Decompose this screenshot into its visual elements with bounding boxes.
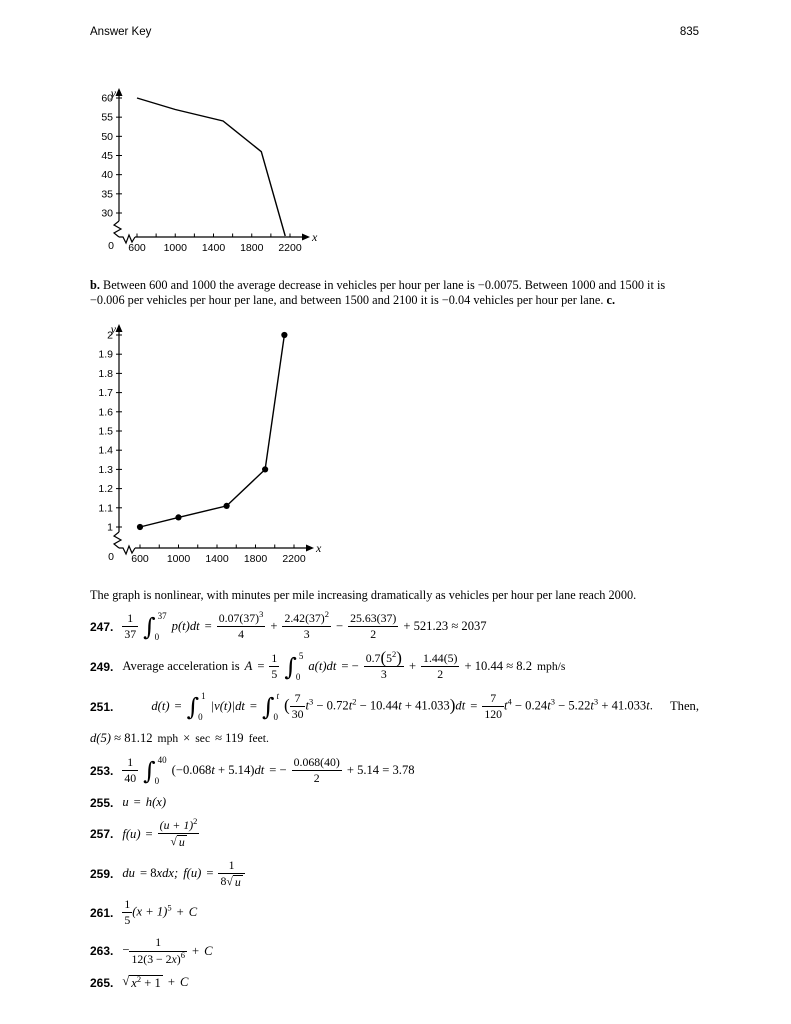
item-label-b: b. <box>90 278 100 292</box>
denominator <box>218 874 244 889</box>
math-token: + 41.033 <box>598 698 647 713</box>
math-token: = <box>206 866 214 881</box>
answer-number: 265. <box>90 975 114 990</box>
upper-limit: t <box>276 691 280 702</box>
math-token: 5 <box>386 651 393 666</box>
svg-text:y: y <box>110 86 116 100</box>
math-token: − <box>122 943 130 958</box>
numerator <box>364 648 404 668</box>
fraction <box>122 756 138 785</box>
exponent: 5 <box>167 902 172 913</box>
svg-text:1.8: 1.8 <box>98 367 113 380</box>
exponent: 3 <box>259 609 264 620</box>
square-root <box>122 975 162 991</box>
answer-number: 259. <box>90 866 114 881</box>
integral-icon: ∫ <box>284 652 297 681</box>
fraction <box>290 692 306 721</box>
chart-vehicles-per-hour-top <box>92 82 699 267</box>
math-token: = <box>249 699 257 714</box>
math-token: Average acceleration is <box>122 659 240 674</box>
math-token: = <box>204 619 212 634</box>
paragraph-b <box>90 278 699 308</box>
svg-text:2200: 2200 <box>282 552 306 565</box>
math-token: (u + 1) <box>159 818 194 833</box>
numerator: 1 <box>122 612 138 627</box>
numerator <box>158 816 200 834</box>
math-token: + 521.23 ≈ 2037 <box>403 619 487 634</box>
fraction <box>158 816 200 850</box>
math-token: |v(t)|dt <box>210 699 245 714</box>
math-token: u <box>122 795 129 810</box>
svg-text:600: 600 <box>131 552 149 565</box>
integral-limits <box>156 755 167 786</box>
answer-number: 257. <box>90 827 114 842</box>
numerator: 1.44(5) <box>421 652 459 667</box>
answer-number: 263. <box>90 944 114 959</box>
integral-icon: ∫ <box>143 612 156 641</box>
unit-label: mph <box>157 732 179 746</box>
math-token: − <box>336 619 344 634</box>
answer-255 <box>90 795 699 810</box>
exponent: 3 <box>593 696 599 707</box>
math-token: x <box>171 951 177 966</box>
left-paren: ( <box>284 695 290 715</box>
exponent: 2 <box>136 973 142 984</box>
math-token: 8 <box>220 873 227 888</box>
page-number: 835 <box>679 26 699 38</box>
lower-limit: 0 <box>154 632 160 643</box>
right-paren: ) <box>449 695 456 715</box>
math-token: = <box>470 699 478 714</box>
math-token: Then, <box>669 699 699 714</box>
svg-text:1.6: 1.6 <box>98 405 113 418</box>
fraction <box>218 859 244 889</box>
answer-251 <box>90 691 699 722</box>
math-token: + <box>167 975 175 990</box>
fraction <box>421 652 459 681</box>
denominator: 30 <box>291 707 304 722</box>
answer-number: 249. <box>90 659 114 674</box>
denominator: 3 <box>380 667 387 682</box>
fraction <box>364 648 404 682</box>
denominator: 5 <box>124 913 131 928</box>
integral-icon: ∫ <box>143 756 156 785</box>
fraction <box>217 609 266 642</box>
math-token: + <box>408 659 417 674</box>
radicand: u <box>178 835 185 850</box>
numerator: 1 <box>269 652 279 667</box>
integral <box>284 651 303 682</box>
chart-minutes-per-mile <box>92 316 699 575</box>
running-head: Answer Key <box>90 26 152 38</box>
numerator: 7 <box>290 692 306 707</box>
denominator: 2 <box>370 627 377 642</box>
integral <box>143 611 167 642</box>
math-token: t <box>305 698 309 713</box>
lower-limit: 0 <box>154 776 160 787</box>
svg-text:2: 2 <box>107 329 113 341</box>
numerator: 1 <box>122 756 138 771</box>
denominator: 5 <box>271 667 278 682</box>
denominator: 120 <box>484 707 503 722</box>
math-token: t <box>211 763 215 778</box>
numerator <box>217 609 266 627</box>
page-header <box>90 26 699 38</box>
math-group <box>122 936 187 965</box>
denominator: 2 <box>313 771 320 786</box>
math-token: ≈ 81.12 <box>114 731 153 746</box>
svg-text:1: 1 <box>107 521 113 533</box>
svg-text:1800: 1800 <box>240 242 264 254</box>
answer-251-continued <box>90 731 699 746</box>
math-token: = − <box>341 659 359 674</box>
math-token: t <box>547 698 551 713</box>
svg-text:1400: 1400 <box>201 242 226 254</box>
fraction <box>348 612 398 641</box>
radicand: u <box>234 874 241 889</box>
numerator: 1 <box>129 936 187 951</box>
denominator <box>158 834 200 849</box>
exponent: 2 <box>352 696 357 707</box>
math-token: (−0.068 <box>171 763 212 778</box>
answer-263 <box>90 936 699 965</box>
svg-text:1400: 1400 <box>205 552 229 565</box>
integral-limits <box>156 611 167 642</box>
math-token: du <box>122 866 135 881</box>
denominator: 2 <box>437 667 444 682</box>
math-token: (x + 1) <box>132 904 168 919</box>
math-group <box>172 763 265 778</box>
unit-label: mph/s <box>537 660 566 674</box>
upper-limit: 40 <box>157 755 167 766</box>
math-token: + 5.14 = 3.78 <box>346 763 415 778</box>
math-token: h(x) <box>145 795 167 810</box>
svg-text:1.1: 1.1 <box>98 501 113 514</box>
numerator: 7 <box>482 692 504 707</box>
svg-text:1.7: 1.7 <box>98 386 113 399</box>
math-token: d(5) <box>90 731 111 746</box>
right-paren: ) <box>396 648 402 668</box>
integral-icon: ∫ <box>186 692 200 721</box>
math-token: t <box>504 698 508 713</box>
exponent: 2 <box>193 816 198 827</box>
denominator: 3 <box>303 627 310 642</box>
unit-label: sec <box>195 732 211 746</box>
integral-limits <box>275 691 280 722</box>
square-root <box>226 875 242 889</box>
answer-number: 247. <box>90 619 114 634</box>
item-label-c: c. <box>606 292 616 307</box>
math-token: A <box>244 659 253 674</box>
math-token: = − <box>269 763 287 778</box>
math-token: 0.7 <box>365 651 381 666</box>
integral <box>262 691 279 722</box>
answer-265 <box>90 975 699 991</box>
exponent: 2 <box>392 649 397 660</box>
integral <box>187 691 206 722</box>
math-token: + 41.033 <box>401 698 450 713</box>
integral-icon: ∫ <box>261 692 275 721</box>
fraction <box>282 609 331 642</box>
math-token: + 1 <box>141 975 161 990</box>
math-token: t <box>348 698 353 713</box>
math-token: . <box>649 698 653 713</box>
denominator: 40 <box>124 771 137 786</box>
fraction <box>269 652 279 681</box>
math-token: t <box>646 698 650 713</box>
exponent: 3 <box>550 696 555 707</box>
denominator <box>129 949 187 966</box>
fraction <box>122 898 132 927</box>
lower-limit: 0 <box>295 672 301 683</box>
math-token: C <box>188 905 198 920</box>
integral <box>143 755 167 786</box>
radical-icon: √ <box>170 834 177 849</box>
answer-number: 255. <box>90 795 114 810</box>
math-token: × <box>183 731 191 746</box>
denominator: 4 <box>238 627 244 642</box>
math-token: = <box>174 699 182 714</box>
math-token: d(t) <box>151 699 170 714</box>
math-token: 2.42(37) <box>284 611 325 626</box>
numerator: 1 <box>122 898 132 913</box>
math-token: x <box>131 975 137 990</box>
square-root <box>170 835 186 849</box>
upper-limit: 37 <box>157 611 167 622</box>
math-token: + 10.44 ≈ 8.2 <box>464 659 532 674</box>
answer-number: 253. <box>90 763 114 778</box>
math-token: = <box>257 659 265 674</box>
answer-247 <box>90 611 699 642</box>
math-token: dt <box>455 698 466 713</box>
numerator <box>282 609 331 627</box>
svg-text:x: x <box>316 540 322 555</box>
lower-limit: 0 <box>273 712 278 723</box>
unit-label: feet. <box>248 732 269 746</box>
math-token: C <box>204 943 213 958</box>
numerator: 0.068(40) <box>292 756 342 771</box>
nonlinear-note: The graph is nonlinear, with minutes per mile increasing dramatically as vehicles per hour per lane reach 2000. <box>90 587 637 602</box>
svg-text:1.9: 1.9 <box>98 348 113 361</box>
svg-text:60: 60 <box>101 92 113 105</box>
math-token: ≈ 119 <box>215 731 244 746</box>
answer-249 <box>90 648 699 683</box>
svg-text:1800: 1800 <box>243 552 268 565</box>
svg-text:1000: 1000 <box>163 242 187 254</box>
radical-icon: √ <box>122 973 130 988</box>
svg-text:600: 600 <box>128 242 146 254</box>
answer-253 <box>90 755 699 786</box>
svg-text:1.2: 1.2 <box>98 482 113 495</box>
integral-limits <box>199 691 206 722</box>
svg-text:1.5: 1.5 <box>98 425 113 437</box>
svg-text:35: 35 <box>101 188 113 201</box>
answer-number: 261. <box>90 905 114 920</box>
left-paren: ( <box>380 648 387 668</box>
upper-limit: 5 <box>298 651 304 662</box>
paragraph-b-text: Between 600 and 1000 the average decrease in vehicles per hour per lane is −0.0075. Between 1000 and 1500 it is −0.006 per vehicles per hour per lane, and between 1500 and 2100 it is −0.04 vehicles per hour per lane. <box>90 278 666 307</box>
math-token: + <box>270 619 278 634</box>
integral-limits <box>297 651 304 682</box>
fraction <box>482 692 504 721</box>
math-token: = <box>145 826 153 841</box>
math-token: 0.07(37) <box>218 611 260 626</box>
math-token: 12(3 − 2 <box>131 951 172 966</box>
svg-text:2200: 2200 <box>278 242 302 254</box>
math-token: − 5.22 <box>554 698 591 713</box>
math-token: = <box>133 795 141 810</box>
radical-icon: √ <box>226 873 233 888</box>
answer-number: 251. <box>90 699 114 714</box>
math-group <box>482 692 653 721</box>
answer-257 <box>90 816 699 850</box>
radicand <box>129 975 163 991</box>
line-chart <box>92 82 344 262</box>
answer-259 <box>90 859 699 889</box>
math-token: p(t)dt <box>171 619 200 634</box>
math-group <box>140 866 178 881</box>
math-token: xdx; <box>156 866 179 881</box>
math-token: ) <box>176 951 181 966</box>
svg-text:1000: 1000 <box>166 552 191 565</box>
math-token: + <box>191 943 200 958</box>
numerator: 25.63(37) <box>348 612 398 627</box>
math-token: f(u) <box>183 866 202 881</box>
math-token: t <box>590 698 594 713</box>
exponent: 2 <box>324 609 329 620</box>
math-token: t <box>398 698 402 713</box>
svg-text:0: 0 <box>108 550 114 563</box>
svg-text:45: 45 <box>101 150 113 162</box>
svg-text:1.4: 1.4 <box>98 444 113 457</box>
svg-text:1.3: 1.3 <box>98 463 113 476</box>
math-token: = 8 <box>139 866 157 881</box>
math-group <box>90 731 153 746</box>
svg-text:y: y <box>110 321 116 336</box>
exponent: 3 <box>308 696 314 707</box>
math-group <box>284 692 465 721</box>
svg-text:50: 50 <box>101 130 113 143</box>
denominator: 37 <box>124 627 137 642</box>
math-token: a(t)dt <box>308 659 337 674</box>
svg-text:30: 30 <box>101 207 113 220</box>
svg-text:x: x <box>312 230 318 244</box>
exponent: 6 <box>180 949 185 960</box>
exponent: 4 <box>507 696 512 707</box>
math-token: f(u) <box>122 826 141 841</box>
svg-text:40: 40 <box>101 169 113 182</box>
math-token: + <box>176 905 184 920</box>
svg-text:55: 55 <box>101 111 113 124</box>
numerator: 1 <box>218 859 244 874</box>
math-token: C <box>179 975 189 990</box>
math-token: dt <box>254 763 265 778</box>
math-token: − 0.72 <box>313 698 349 713</box>
svg-text:0: 0 <box>108 240 114 252</box>
fraction <box>122 612 138 641</box>
math-token: − 10.44 <box>356 698 399 713</box>
math-token: + 5.14) <box>214 763 255 778</box>
upper-limit: 1 <box>201 691 206 702</box>
math-token: − 0.24 <box>511 698 548 713</box>
fraction <box>292 756 342 785</box>
answer-261 <box>90 898 699 927</box>
line-chart <box>92 316 344 570</box>
lower-limit: 0 <box>198 712 203 723</box>
fraction <box>129 936 187 965</box>
math-group <box>122 898 171 927</box>
